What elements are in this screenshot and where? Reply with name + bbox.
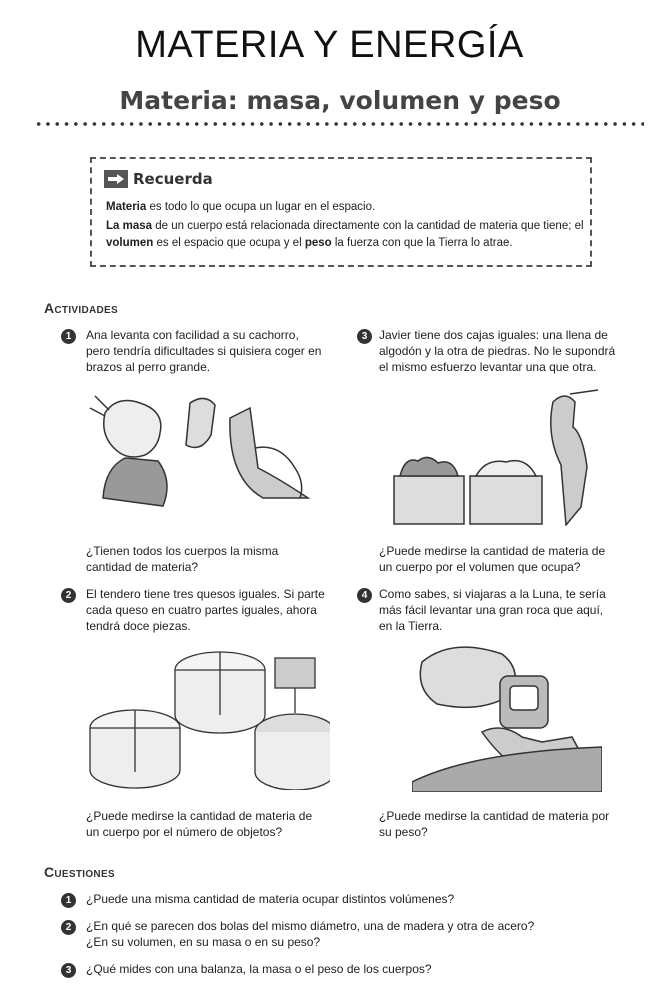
recuerda-label: Recuerda: [133, 170, 213, 188]
activity-1-text: Ana levanta con facilidad a su cachorro, pero tendría dificultades si quisiera coger en brazos al perro grande.: [86, 328, 322, 374]
recuerda-text: la fuerza con que la Tierra lo atrae.: [331, 237, 513, 249]
page-title: MATERIA Y ENERGÍA: [135, 24, 524, 66]
activity-number: 3: [357, 329, 372, 344]
cuestion-number: 1: [61, 893, 76, 908]
dotted-divider: [34, 120, 644, 128]
actividades-heading: Actividades: [44, 300, 118, 316]
term-peso: peso: [304, 237, 332, 249]
girl-and-dogs-illustration: [80, 388, 335, 518]
cuestion-3-text: ¿Qué mides con una balanza, la masa o el peso de los cuerpos?: [86, 962, 432, 976]
recuerda-text: de un cuerpo está relacionada directamente con la cantidad de materia que tiene; el: [152, 220, 584, 232]
cuestion-number: 2: [61, 920, 76, 935]
recuerda-line-2: [106, 218, 586, 252]
activity-4-text: Como sabes, si viajaras a la Luna, te sería más fácil levantar una gran roca que aquí, en la Tierra.: [379, 587, 606, 633]
activity-number: 4: [357, 588, 372, 603]
activity-1-question: ¿Tienen todos los cuerpos la misma cantidad de materia?: [86, 544, 279, 574]
cuestion-1-text: ¿Puede una misma cantidad de materia ocupar distintos volúmenes?: [86, 892, 455, 906]
boxes-illustration: [388, 384, 603, 526]
cheese-wheels-illustration: [80, 640, 330, 790]
page-subtitle: Materia: masa, volumen y peso: [119, 86, 561, 115]
arrow-right-icon: [104, 170, 128, 188]
cuestion-number: 3: [61, 963, 76, 978]
recuerda-line-1-rest: es todo lo que ocupa un lugar en el espacio.: [146, 201, 376, 213]
activity-number: 1: [61, 329, 76, 344]
cuestiones-heading: Cuestiones: [44, 864, 115, 880]
recuerda-text: es el espacio que ocupa y el: [153, 237, 305, 249]
astronaut-moon-illustration: [412, 642, 602, 792]
activity-2-text: El tendero tiene tres quesos iguales. Si parte cada queso en cuatro partes iguales, ahora tendrá doce piezas.: [86, 587, 325, 633]
activity-2-question: ¿Puede medirse la cantidad de materia de un cuerpo por el número de objetos?: [86, 809, 313, 839]
recuerda-line-1: [106, 199, 586, 216]
term-materia: Materia: [106, 201, 147, 213]
term-masa: La masa: [106, 220, 153, 232]
activity-number: 2: [61, 588, 76, 603]
term-volumen: volumen: [106, 237, 154, 249]
activity-3-text: Javier tiene dos cajas iguales: una llena de algodón y la otra de piedras. No le supondrá el mismo esfuerzo levantar una que otra.: [379, 328, 616, 374]
cuestion-2-text: ¿En qué se parecen dos bolas del mismo diámetro, una de madera y otra de acero? ¿En su volumen, en su masa o en su peso?: [86, 919, 535, 949]
activity-3-question: ¿Puede medirse la cantidad de materia de un cuerpo por el volumen que ocupa?: [379, 544, 606, 574]
activity-4-question: ¿Puede medirse la cantidad de materia por su peso?: [379, 809, 610, 839]
